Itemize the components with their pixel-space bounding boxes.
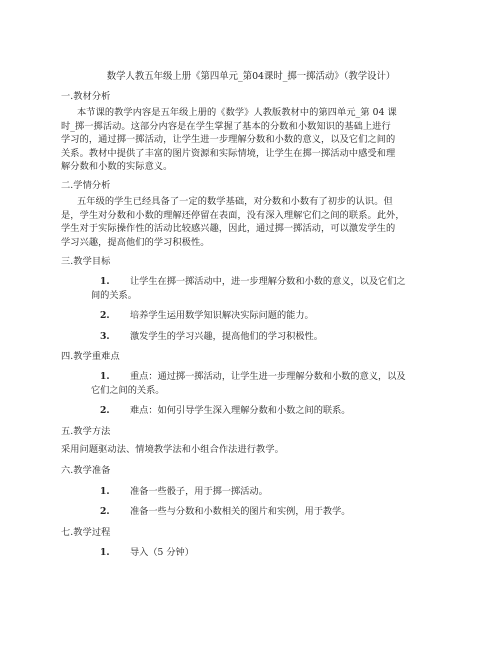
list-item-line: 它们之间的关系。 — [91, 385, 165, 396]
paragraph-line: 本节课的教学内容是五年级上册的《数学》人教版教材中的第四单元_第 04 课 — [77, 107, 397, 118]
paragraph-line: 时_掷一掷活动。这部分内容是在学生掌握了基本的分数和小数知识的基础上进行 — [61, 121, 391, 132]
list-number: 2. — [100, 405, 110, 416]
list-item-line: 准备一些与分数和小数相关的图片和实例，用于教学。 — [130, 506, 351, 517]
list-item-line: 让学生在掷一掷活动中，进一步理解分数和小数的意义，以及它们之 — [130, 276, 406, 287]
list-item-line: 准备一些骰子，用于掷一掷活动。 — [130, 486, 268, 497]
list-number: 1. — [100, 486, 110, 497]
list-number: 2. — [100, 506, 110, 517]
paragraph-line: 学生对于实际操作性的活动比较感兴趣，因此，通过掷一掷活动，可以激发学生的 — [61, 223, 396, 234]
paragraph-line: 学习的，通过掷一掷活动，让学生进一步理解分数和小数的意义，以及它们之间的 — [61, 134, 396, 145]
document-title: 数学人教五年级上册《第四单元_第04课时_掷一掷活动》（教学设计） — [106, 71, 396, 82]
list-number: 1. — [100, 276, 110, 287]
list-item-line: 导入（5 分钟） — [130, 547, 194, 558]
list-item-line: 激发学生的学习兴趣，提高他们的学习积极性。 — [130, 331, 323, 342]
section-heading: 五.教学方法 — [61, 426, 111, 437]
paragraph-line: 解分数和小数的实际意义。 — [61, 161, 173, 172]
list-item-line: 培养学生运用数学知识解决实际问题的能力。 — [130, 310, 314, 321]
list-number: 2. — [100, 310, 110, 321]
paragraph-line: 关系。教材中提供了丰富的图片资源和实际情境，让学生在掷一掷活动中感受和理 — [61, 148, 396, 159]
section-heading: 一.教材分析 — [61, 91, 111, 102]
list-number: 3. — [100, 331, 110, 342]
section-heading: 七.教学过程 — [61, 527, 111, 538]
paragraph-line: 采用问题驱动法、情境教学法和小组合作法进行教学。 — [61, 444, 284, 455]
section-heading: 四.教学重难点 — [61, 351, 120, 362]
list-number: 1. — [100, 371, 110, 382]
paragraph-line: 学习兴趣，提高他们的学习积极性。 — [61, 237, 210, 248]
list-item-line: 难点：如何引导学生深入理解分数和小数之间的联系。 — [130, 405, 351, 416]
section-heading: 六.教学准备 — [61, 465, 111, 476]
list-item-line: 重点：通过掷一掷活动，让学生进一步理解分数和小数的意义，以及 — [130, 371, 406, 382]
section-heading: 二.学情分析 — [61, 180, 111, 191]
paragraph-line: 是，学生对分数和小数的理解还停留在表面，没有深入理解它们之间的联系。此外， — [61, 210, 405, 221]
list-number: 1. — [100, 547, 110, 558]
list-item-line: 间的关系。 — [91, 290, 137, 301]
paragraph-line: 五年级的学生已经具备了一定的数学基础，对分数和小数有了初步的认识。但 — [77, 196, 393, 207]
section-heading: 三.教学目标 — [61, 256, 111, 267]
